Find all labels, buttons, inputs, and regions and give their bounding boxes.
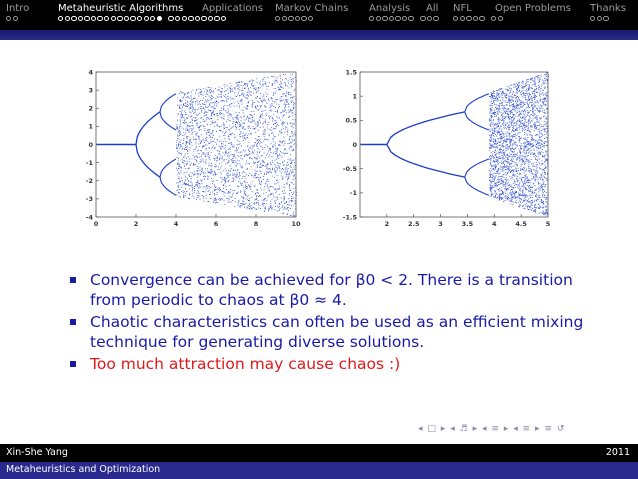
nav-frame-dot[interactable] <box>6 16 11 21</box>
nav-search-icon[interactable]: ↺ <box>556 424 566 434</box>
nav-section-thanks[interactable] <box>590 2 626 21</box>
nav-section-title[interactable]: NFL <box>453 3 472 14</box>
nav-frame-dot[interactable] <box>466 16 471 21</box>
bullet-square-icon <box>70 319 76 325</box>
bullet-text: Chaotic characteristics can often be used as an efficient mixing technique for generating diverse solutions. <box>90 313 584 351</box>
nav-frame-dot[interactable] <box>157 16 162 21</box>
nav-align-icon[interactable]: ≡ <box>544 424 553 434</box>
x-tick-label: 3.5 <box>461 220 474 228</box>
beamer-navigation-symbols[interactable] <box>418 424 628 438</box>
nav-frame-dot[interactable] <box>117 16 122 21</box>
nav-frame-dot[interactable] <box>97 16 102 21</box>
nav-next-doc-icon[interactable]: ▸ <box>535 424 541 434</box>
nav-frame-dot[interactable] <box>84 16 89 21</box>
nav-frame-dot[interactable] <box>498 16 503 21</box>
footer-author-bar <box>0 444 638 462</box>
chaotic-region-points <box>176 74 297 216</box>
nav-frame-dot[interactable] <box>221 16 226 21</box>
nav-frame-dot[interactable] <box>150 16 155 21</box>
period-four-branch <box>160 112 176 130</box>
nav-frame-dot[interactable] <box>71 16 76 21</box>
title-bar <box>0 30 638 40</box>
nav-section-dots <box>6 16 29 21</box>
y-tick-label: -3 <box>85 195 93 204</box>
bullet-list <box>70 270 610 376</box>
y-tick-label: -1.5 <box>342 213 357 222</box>
bifurcation-plot-right <box>343 68 551 228</box>
nav-frame-dot[interactable] <box>65 16 70 21</box>
nav-frame-dot[interactable] <box>376 16 381 21</box>
y-tick-label: 0 <box>352 140 357 149</box>
nav-frame-dot[interactable] <box>479 16 484 21</box>
period-four-branch <box>465 159 489 177</box>
x-tick-label: 0 <box>93 220 99 228</box>
nav-section-title[interactable]: Markov Chains <box>275 3 349 14</box>
y-tick-label: -4 <box>85 213 93 222</box>
bullet-convergence <box>70 270 610 310</box>
nav-doc-icon[interactable]: ≡ <box>522 424 532 434</box>
footer-year: 2011 <box>605 447 630 458</box>
y-tick-label: 0.5 <box>345 116 357 125</box>
period-four-branch <box>160 177 176 195</box>
nav-frame-dot[interactable] <box>168 16 173 21</box>
nav-frame-dot[interactable] <box>288 16 293 21</box>
nav-frame-dot[interactable] <box>402 16 407 21</box>
y-tick-label: 1.5 <box>345 68 357 77</box>
nav-prev-section-icon[interactable]: ◂ <box>481 424 488 434</box>
period-two-branch <box>136 112 160 145</box>
x-tick-label: 3 <box>438 220 443 228</box>
period-four-branch <box>465 94 489 112</box>
nav-section-dots <box>590 16 626 21</box>
nav-prev-subsection-icon[interactable]: ◂ <box>450 424 456 434</box>
bullet-square-icon <box>70 361 76 367</box>
nav-frame-dot[interactable] <box>214 16 219 21</box>
nav-frame-dot[interactable] <box>188 16 193 21</box>
nav-frame-dot[interactable] <box>369 16 374 21</box>
bifurcation-plot-left <box>86 68 301 228</box>
nav-section-dots <box>58 16 226 21</box>
nav-frame-dot[interactable] <box>182 16 187 21</box>
bullet-text: Convergence can be achieved for β0 < 2. There is a transition from periodic to chaos at β0 ≈ 4. <box>90 271 573 309</box>
nav-section-title[interactable]: Open Problems <box>495 3 571 14</box>
nav-frame-dot[interactable] <box>175 16 180 21</box>
y-tick-label: -1 <box>349 189 357 198</box>
footer-author: Xin-She Yang <box>6 447 68 458</box>
y-tick-label: -2 <box>85 177 93 186</box>
nav-section-open-problems[interactable] <box>495 2 571 16</box>
nav-section-title[interactable]: Applications <box>202 3 264 14</box>
nav-frame-dot[interactable] <box>308 16 313 21</box>
period-two-branch <box>136 145 160 178</box>
nav-frame-dot[interactable] <box>460 16 465 21</box>
nav-section-all[interactable] <box>426 2 438 16</box>
nav-section-dots <box>453 16 503 21</box>
nav-frame-dot[interactable] <box>130 16 135 21</box>
nav-section-applications[interactable] <box>202 2 263 16</box>
x-tick-label: 6 <box>213 220 219 228</box>
nav-frame-dot[interactable] <box>420 16 425 21</box>
nav-frame-dot[interactable] <box>144 16 149 21</box>
x-tick-label: 2 <box>384 220 390 228</box>
nav-frame-dot[interactable] <box>597 16 602 21</box>
y-tick-label: 1 <box>352 92 357 101</box>
footer-title: Metaheuristics and Optimization <box>6 464 161 475</box>
nav-section-title[interactable]: Metaheuristic Algorithms <box>58 3 184 14</box>
nav-subsection-icon[interactable]: ♬ <box>459 424 469 434</box>
nav-frame-dot[interactable] <box>58 16 63 21</box>
nav-section-dots <box>275 16 348 21</box>
nav-frame-dot[interactable] <box>275 16 280 21</box>
footer-title-bar <box>0 462 638 479</box>
nav-frame-dot[interactable] <box>603 16 608 21</box>
bullet-attraction <box>70 354 610 374</box>
nav-frame-dot[interactable] <box>208 16 213 21</box>
nav-frame-dot[interactable] <box>301 16 306 21</box>
section-navigation <box>0 2 638 30</box>
bullet-text: Too much attraction may cause chaos :) <box>90 355 401 373</box>
x-tick-label: 4 <box>492 220 497 228</box>
nav-frame-dot[interactable] <box>295 16 300 21</box>
nav-frame-dot[interactable] <box>91 16 96 21</box>
y-tick-label: 0 <box>88 140 93 149</box>
period-four-branch <box>465 177 489 195</box>
nav-next-section-icon[interactable]: ▸ <box>503 424 510 434</box>
period-four-branch <box>160 159 176 177</box>
nav-section-dots <box>369 16 439 21</box>
nav-section-title[interactable]: All <box>426 3 439 14</box>
nav-frame-dot[interactable] <box>395 16 400 21</box>
x-tick-label: 8 <box>253 220 259 228</box>
nav-frame-dot[interactable] <box>124 16 129 21</box>
nav-prev-doc-icon[interactable]: ◂ <box>513 424 519 434</box>
nav-frame-dot[interactable] <box>590 16 595 21</box>
nav-next-icon[interactable]: ▸ <box>440 424 447 434</box>
chaotic-region-points <box>489 73 549 215</box>
nav-frame-dot[interactable] <box>282 16 287 21</box>
x-tick-label: 2 <box>133 220 139 228</box>
nav-frame-dot[interactable] <box>104 16 109 21</box>
x-tick-label: 5 <box>545 220 551 228</box>
nav-section-intro[interactable] <box>6 2 29 21</box>
nav-frame-dot[interactable] <box>137 16 142 21</box>
nav-frame-dot[interactable] <box>453 16 458 21</box>
nav-frame-dot[interactable] <box>195 16 200 21</box>
period-four-branch <box>465 112 489 130</box>
period-two-branch <box>387 112 465 145</box>
nav-section-title[interactable]: Thanks <box>590 3 626 14</box>
nav-next-subsection-icon[interactable]: ▸ <box>472 424 479 434</box>
nav-first-icon[interactable]: ◂ <box>418 424 424 434</box>
nav-frame-dot[interactable] <box>111 16 116 21</box>
y-tick-label: 1 <box>88 122 93 131</box>
nav-frame-dot[interactable] <box>433 16 438 21</box>
bullet-square-icon <box>70 277 76 283</box>
y-tick-label: 4 <box>88 68 93 77</box>
nav-section-title[interactable]: Analysis <box>369 3 411 14</box>
nav-section-title[interactable]: Intro <box>6 3 30 14</box>
nav-frame-dot[interactable] <box>78 16 83 21</box>
nav-frame-dot[interactable] <box>427 16 432 21</box>
nav-frame-icon[interactable]: □ <box>427 424 437 434</box>
nav-frame-dot[interactable] <box>382 16 387 21</box>
x-tick-label: 4 <box>173 220 179 228</box>
period-two-branch <box>387 145 465 178</box>
nav-frame-dot[interactable] <box>491 16 496 21</box>
nav-frame-dot[interactable] <box>13 16 18 21</box>
navigation-bar <box>0 0 638 30</box>
nav-frame-dot[interactable] <box>389 16 394 21</box>
nav-frame-dot[interactable] <box>473 16 478 21</box>
x-tick-label: 2.5 <box>407 220 420 228</box>
x-tick-label: 4.5 <box>515 220 527 228</box>
nav-section-markov-chains[interactable] <box>275 2 348 21</box>
period-four-branch <box>160 94 176 112</box>
y-tick-label: 2 <box>88 104 93 113</box>
nav-section-icon[interactable]: ≡ <box>491 424 500 434</box>
bifurcation-plots <box>0 60 638 230</box>
y-tick-label: -1 <box>85 158 93 167</box>
y-tick-label: 3 <box>88 86 93 95</box>
y-tick-label: -0.5 <box>342 164 357 173</box>
nav-frame-dot[interactable] <box>408 16 413 21</box>
x-tick-label: 10 <box>291 220 301 228</box>
nav-frame-dot[interactable] <box>201 16 206 21</box>
bullet-chaotic <box>70 312 610 352</box>
